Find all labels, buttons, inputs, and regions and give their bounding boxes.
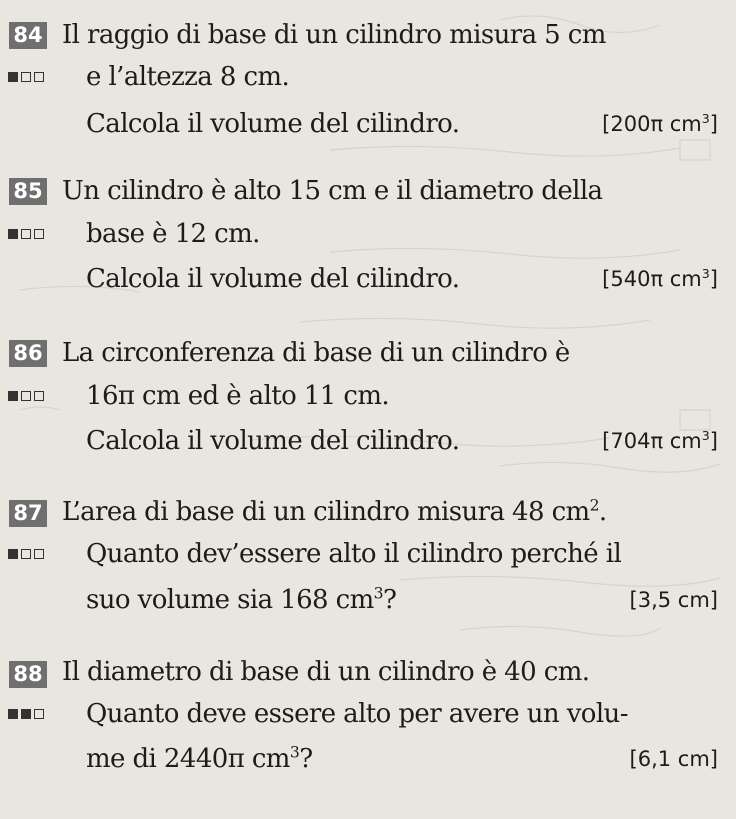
- difficulty-square-filled: [8, 229, 18, 239]
- difficulty-square-empty: [34, 391, 44, 401]
- difficulty-square-empty: [21, 391, 31, 401]
- exercise-number-badge: 87: [9, 500, 47, 527]
- exercise-number-badge: 88: [9, 661, 47, 688]
- difficulty-indicator: [8, 391, 44, 401]
- difficulty-square-filled: [8, 72, 18, 82]
- answer-label: [3,5 cm]: [629, 588, 718, 612]
- answer-label: [200π $cm^3$]: [602, 111, 718, 136]
- difficulty-square-empty: [21, 72, 31, 82]
- difficulty-square-filled: [8, 709, 18, 719]
- exercise-number-badge: 84: [9, 22, 47, 49]
- difficulty-square-empty: [34, 549, 44, 559]
- difficulty-square-filled: [21, 709, 31, 719]
- difficulty-indicator: [8, 72, 44, 82]
- difficulty-square-filled: [8, 391, 18, 401]
- exercise-text-line: Calcola il volume del cilindro.: [86, 264, 460, 294]
- exercise-text-line: me di 2440π $cm^3$?: [86, 743, 313, 774]
- difficulty-square-empty: [34, 229, 44, 239]
- difficulty-square-empty: [34, 709, 44, 719]
- difficulty-square-empty: [21, 229, 31, 239]
- difficulty-indicator: [8, 709, 44, 719]
- difficulty-indicator: [8, 549, 44, 559]
- exercise-text-line: 16π cm ed è alto 11 cm.: [86, 381, 390, 411]
- answer-label: [704π $cm^3$]: [602, 428, 718, 453]
- exercise-text-line: suo volume sia 168 $cm^3$?: [86, 584, 397, 615]
- exercise-text-line: L’area di base di un cilindro misura 48 $cm^2$.: [62, 496, 607, 527]
- answer-label: [540π $cm^3$]: [602, 266, 718, 291]
- exercise-text-line: Il raggio di base di un cilindro misura 5 cm: [62, 20, 606, 50]
- exercise-text-line: base è 12 cm.: [86, 219, 260, 249]
- exercise-number-badge: 85: [9, 178, 47, 205]
- exercise-text-line: e l’altezza 8 cm.: [86, 62, 290, 92]
- exercise-text-line: Un cilindro è alto 15 cm e il diametro della: [62, 176, 603, 206]
- difficulty-indicator: [8, 229, 44, 239]
- difficulty-square-empty: [21, 549, 31, 559]
- exercise-number-badge: 86: [9, 340, 47, 367]
- exercise-text-line: La circonferenza di base di un cilindro è: [62, 338, 570, 368]
- difficulty-square-empty: [34, 72, 44, 82]
- difficulty-square-filled: [8, 549, 18, 559]
- answer-label: [6,1 cm]: [629, 747, 718, 771]
- exercise-text-line: Il diametro di base di un cilindro è 40 cm.: [62, 657, 590, 687]
- exercise-text-line: Quanto deve essere alto per avere un volu-: [86, 699, 628, 729]
- exercise-text-line: Calcola il volume del cilindro.: [86, 426, 460, 456]
- exercise-text-line: Quanto dev’essere alto il cilindro perché il: [86, 539, 622, 569]
- exercise-text-line: Calcola il volume del cilindro.: [86, 109, 460, 139]
